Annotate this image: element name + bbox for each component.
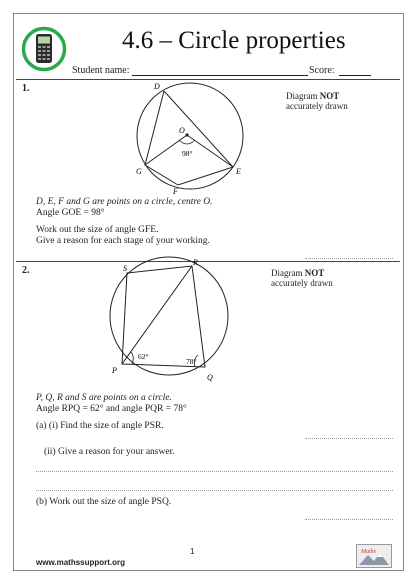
- q1-line-2: Angle GOE = 98°: [36, 208, 105, 218]
- label-q: Q: [207, 373, 213, 382]
- footer-url[interactable]: www.mathssupport.org: [36, 558, 126, 567]
- label-p: P: [112, 366, 117, 375]
- calculator-icon: [21, 26, 67, 72]
- label-r: R: [193, 258, 198, 267]
- label-f: F: [173, 187, 178, 196]
- q2-part-a-ii: (ii) Give a reason for your answer.: [44, 447, 175, 457]
- label-d: D: [154, 82, 160, 91]
- label-g: G: [136, 167, 142, 176]
- student-name-label: Student name:: [72, 65, 130, 76]
- q1-note-text: Diagram: [286, 91, 318, 101]
- angle-goe-label: 98°: [182, 149, 193, 158]
- q1-diagram-note: [286, 91, 348, 111]
- q1-answer-line[interactable]: [305, 258, 393, 259]
- q2-a-i-answer-line[interactable]: [305, 438, 393, 439]
- score-label: Score:: [309, 65, 335, 76]
- page-number: 1: [190, 547, 195, 556]
- label-s: S: [123, 264, 127, 273]
- angle-rpq-label: 62°: [138, 352, 149, 361]
- q2-note-text-2: accurately drawn: [271, 278, 333, 288]
- math-badge-icon: [356, 544, 392, 568]
- q2-part-b: (b) Work out the size of angle PSQ.: [36, 497, 172, 507]
- label-e: E: [236, 167, 241, 176]
- q2-b-answer-line[interactable]: [305, 519, 393, 520]
- q1-note-not: NOT: [319, 91, 340, 101]
- question-2-number: 2.: [22, 265, 30, 276]
- student-name-field[interactable]: [132, 75, 308, 76]
- angle-pqr-label: 78°: [186, 357, 197, 366]
- q2-line-2: Angle RPQ = 62° and angle PQR = 78°: [36, 404, 187, 414]
- page-title: 4.6 – Circle properties: [122, 27, 346, 54]
- q2-a-ii-answer-line-1[interactable]: [36, 471, 393, 472]
- q1-note-text-2: accurately drawn: [286, 101, 348, 111]
- question-1-number: 1.: [22, 83, 30, 94]
- q2-note-text: Diagram: [271, 268, 303, 278]
- q1-line-1: D, E, F and G are points on a circle, centre O.: [36, 197, 213, 207]
- svg-text:Maths: Maths: [361, 549, 376, 555]
- q2-note-not: NOT: [304, 268, 325, 278]
- q2-part-a-i: (a) (i) Find the size of angle PSR.: [36, 421, 164, 431]
- q2-diagram-note: [271, 268, 333, 288]
- q2-circle-diagram: [100, 255, 240, 390]
- q1-line-3: Work out the size of angle GFE.: [36, 225, 159, 235]
- q2-line-1: P, Q, R and S are points on a circle.: [36, 393, 172, 403]
- q1-line-4: Give a reason for each stage of your working.: [36, 236, 210, 246]
- q2-a-ii-answer-line-2[interactable]: [36, 490, 393, 491]
- score-field[interactable]: [339, 75, 371, 76]
- q1-circle-diagram: [130, 78, 250, 198]
- label-o: O: [179, 126, 185, 135]
